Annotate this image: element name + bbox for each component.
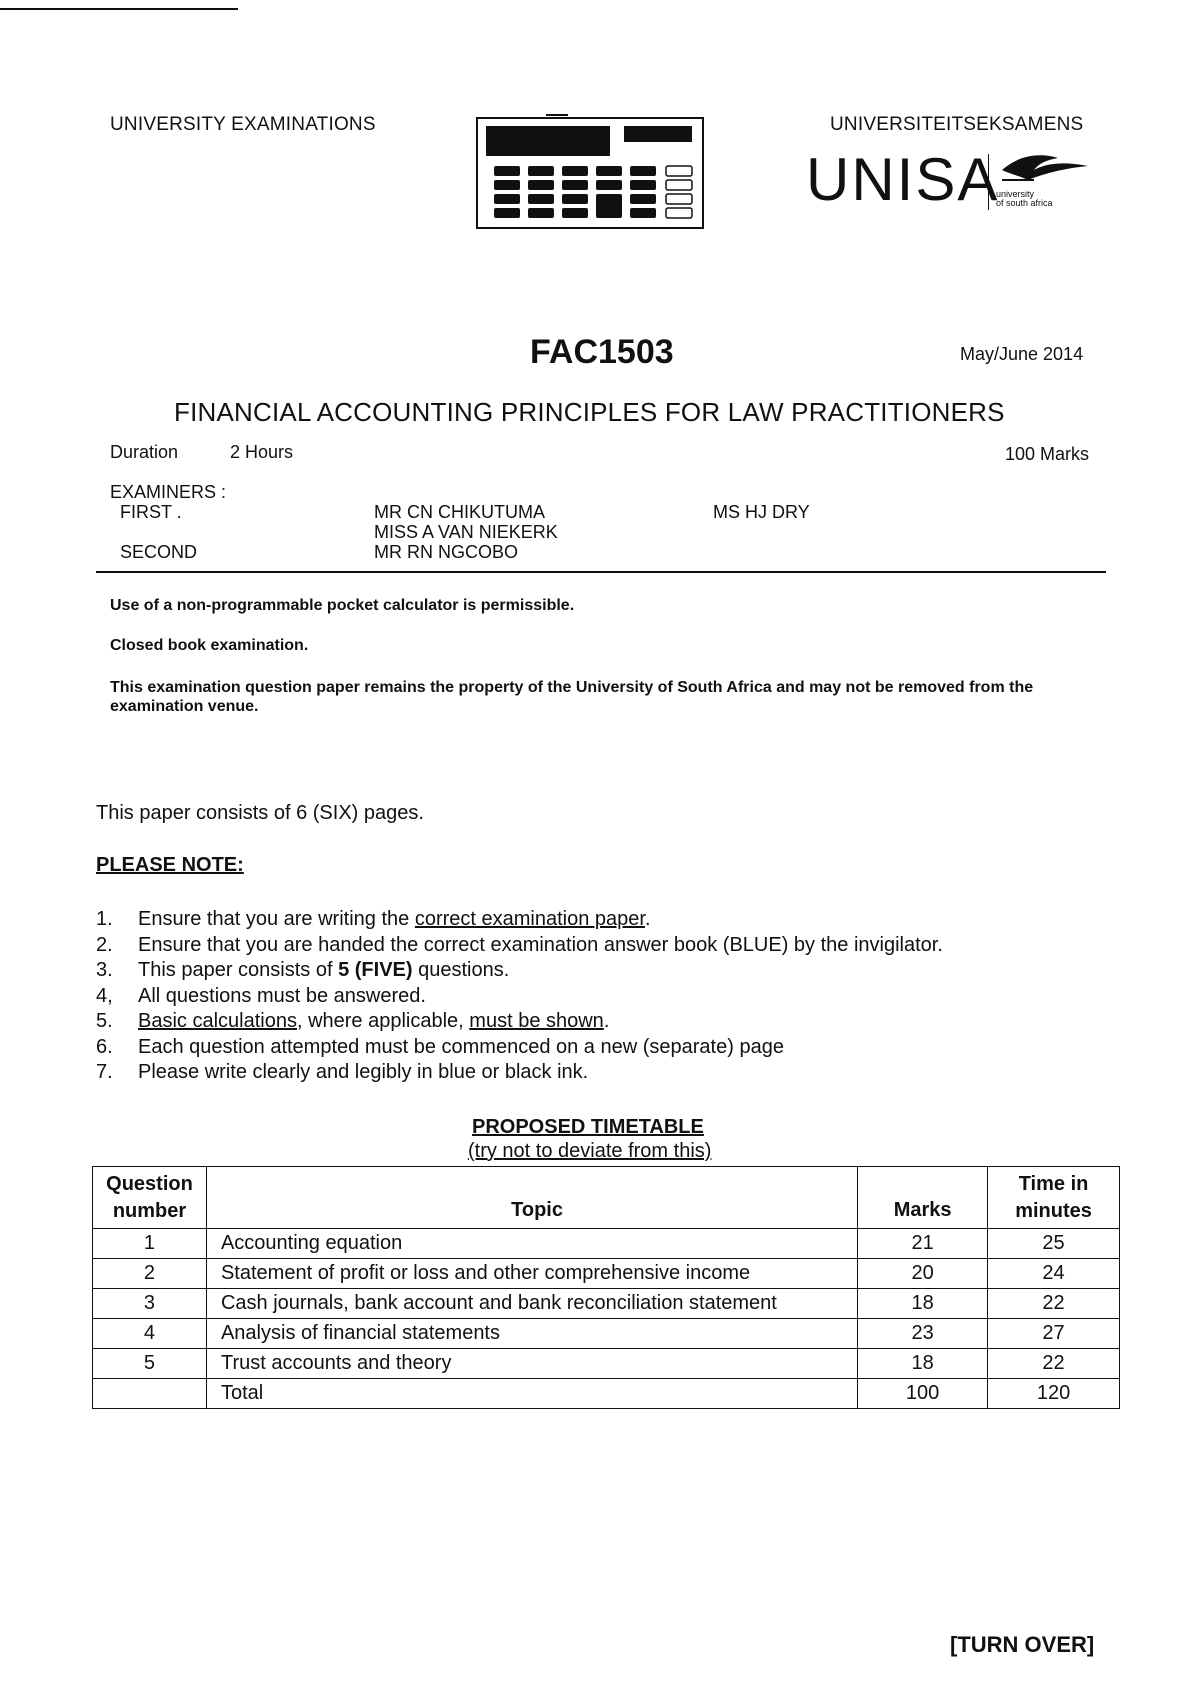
logo-divider (988, 154, 989, 210)
page-count-text: This paper consists of 6 (SIX) pages. (96, 802, 424, 824)
turn-over: [TURN OVER] (950, 1632, 1095, 1657)
calculator-note: Use of a non-programmable pocket calculator is permissible. (110, 597, 575, 614)
header-english: UNIVERSITY EXAMINATIONS (110, 114, 376, 135)
list-text: Please write clearly and legibly in blue or black ink. (138, 1061, 589, 1083)
header-marks: Marks (858, 1167, 988, 1229)
topic: Accounting equation (206, 1229, 857, 1259)
list-item (96, 1061, 1096, 1087)
topic: Analysis of financial statements (206, 1319, 857, 1349)
minutes: 22 (988, 1349, 1120, 1379)
topic: Statement of profit or loss and other comprehensive income (206, 1259, 857, 1289)
marks: 18 (858, 1289, 988, 1319)
total-marks: 100 Marks (1005, 444, 1090, 464)
please-note-heading: PLEASE NOTE: (96, 854, 244, 876)
total-marks-value: 100 (858, 1379, 988, 1409)
list-text: Ensure that you are writing the correct examination paper. (138, 908, 651, 930)
examiner-name: MISS A VAN NIEKERK (374, 522, 558, 542)
list-text: Ensure that you are handed the correct examination answer book (BLUE) by the invigilator. (138, 933, 943, 956)
header-question: Question number (93, 1167, 207, 1229)
list-item (96, 985, 1096, 1011)
top-rule (0, 8, 238, 10)
question-number: 1 (93, 1229, 207, 1259)
second-examiner-label: SECOND (120, 542, 198, 562)
question-number: 2 (93, 1259, 207, 1289)
total-minutes-value: 120 (988, 1379, 1120, 1409)
table-header-row (93, 1167, 1120, 1229)
logo-subtext (996, 190, 1053, 209)
total-empty-cell (93, 1379, 207, 1409)
table-row (93, 1259, 1120, 1289)
closed-book-note: Closed book examination. (110, 637, 309, 654)
list-number: 3. (96, 959, 113, 981)
minutes: 22 (988, 1289, 1120, 1319)
module-code: FAC1503 (530, 333, 674, 371)
list-number: 5. (96, 1010, 113, 1032)
list-text: This paper consists of 5 (FIVE) questions. (138, 959, 510, 981)
exam-date: May/June 2014 (960, 344, 1084, 364)
question-number: 4 (93, 1319, 207, 1349)
property-note: This examination question paper remains the property of the University of South Africa and may not be removed from the examination venue. (110, 679, 1034, 715)
topic: Trust accounts and theory (206, 1349, 857, 1379)
list-text: All questions must be answered. (138, 984, 426, 1007)
examiners-heading: EXAMINERS : (110, 482, 227, 502)
module-title: FINANCIAL ACCOUNTING PRINCIPLES FOR LAW PRACTITIONERS (174, 397, 1005, 427)
minutes: 24 (988, 1259, 1120, 1289)
topic: Cash journals, bank account and bank reconciliation statement (206, 1289, 857, 1319)
table-total-row (93, 1379, 1120, 1409)
list-item (96, 908, 1096, 934)
header-afrikaans: UNIVERSITEITSEKSAMENS (830, 114, 1084, 135)
examiner-name: MS HJ DRY (713, 502, 810, 522)
logo-subtext-line-1: university (996, 189, 1035, 199)
bird-icon (998, 150, 1090, 190)
list-number: 1. (96, 908, 113, 930)
table-row (93, 1229, 1120, 1259)
list-text: Each question attempted must be commenced on a new (separate) page (138, 1035, 784, 1058)
list-item (96, 959, 1096, 985)
examiner-name: MR CN CHIKUTUMA (374, 502, 545, 522)
marks: 20 (858, 1259, 988, 1289)
duration-label: Duration (110, 442, 179, 462)
table-row (93, 1349, 1120, 1379)
header-divider (96, 571, 1106, 573)
calculator-icon (476, 114, 704, 230)
duration-value: 2 Hours (230, 442, 294, 462)
logo-subtext-line-2: of south africa (996, 198, 1053, 209)
list-item (96, 1036, 1096, 1062)
question-number: 3 (93, 1289, 207, 1319)
list-number: 7. (96, 1061, 113, 1083)
timetable-subtitle: (try not to deviate from this) (468, 1140, 712, 1162)
list-item (96, 1010, 1096, 1036)
unisa-logo (806, 146, 1096, 230)
list-text: Basic calculations, where applicable, must be shown. (138, 1010, 610, 1032)
list-number: 4, (96, 984, 113, 1007)
header-topic: Topic (206, 1167, 857, 1229)
total-label: Total (206, 1379, 857, 1409)
list-number: 6. (96, 1035, 113, 1058)
header-time: Time in minutes (988, 1167, 1120, 1229)
question-number: 5 (93, 1349, 207, 1379)
marks: 18 (858, 1349, 988, 1379)
marks: 23 (858, 1319, 988, 1349)
table-row (93, 1319, 1120, 1349)
timetable-title: PROPOSED TIMETABLE (472, 1116, 704, 1138)
first-examiners-label: FIRST . (120, 502, 182, 522)
minutes: 27 (988, 1319, 1120, 1349)
logo-wordmark: UNISA (806, 146, 1000, 213)
list-number: 2. (96, 933, 113, 956)
instructions-list (96, 908, 1096, 1087)
table-row (93, 1289, 1120, 1319)
timetable-table (92, 1166, 1120, 1409)
minutes: 25 (988, 1229, 1120, 1259)
marks: 21 (858, 1229, 988, 1259)
list-item (96, 934, 1096, 960)
examiner-name: MR RN NGCOBO (374, 542, 518, 562)
